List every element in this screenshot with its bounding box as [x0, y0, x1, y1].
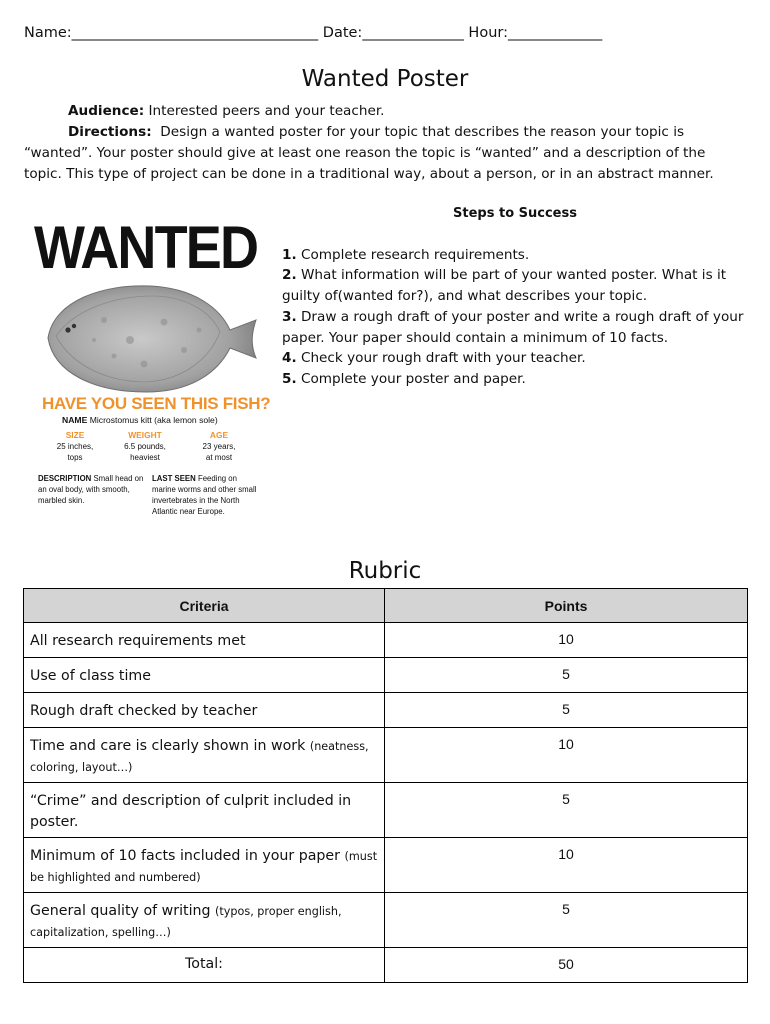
criteria-header: Criteria: [24, 589, 385, 623]
poster-wanted-heading: WANTED: [34, 214, 258, 281]
total-value: 50: [385, 948, 748, 983]
points-cell: 5: [385, 658, 748, 693]
poster-last-seen-label: LAST SEEN: [152, 474, 196, 483]
step-number: 1.: [282, 246, 297, 263]
points-cell: 5: [385, 893, 748, 948]
table-row: [24, 838, 748, 893]
table-row: [24, 693, 748, 728]
poster-name-value: Microstomus kitt (aka lemon sole): [89, 415, 218, 425]
points-header: Points: [385, 589, 748, 623]
directions-text: Design a wanted poster for your topic that describes the reason your topic is “wanted”. Your poster should give at least one reason the topic is “wanted” and a description of the topic. This type of project can be done in a traditional way, about a person, or in an abstract manner.: [24, 124, 714, 182]
poster-weight-value: 6.5 pounds, heaviest: [124, 442, 166, 462]
directions-paragraph: [24, 122, 746, 185]
step-number: 3.: [282, 308, 297, 325]
criteria-cell: [24, 838, 385, 893]
step-text: Complete research requirements.: [300, 246, 530, 263]
fish-image: [34, 280, 262, 398]
intro-section: [24, 101, 746, 185]
poster-size-value: 25 inches, tops: [56, 442, 94, 462]
step-text: What information will be part of your wanted poster. What is it guilty of(wanted for?), and what describes your topic.: [282, 267, 727, 305]
criteria-cell: [24, 728, 385, 783]
audience-text: Interested peers and your teacher.: [148, 103, 385, 119]
list-item: [282, 307, 748, 348]
poster-size-stat: [40, 430, 110, 463]
criteria-text: Time and care is clearly shown in work: [30, 738, 306, 754]
criteria-note: (typos, proper english, capitalization, spelling…): [30, 905, 342, 939]
poster-description-value: Small head on an oval body, with smooth, marbled skin.: [38, 474, 144, 505]
step-text: Complete your poster and paper.: [300, 370, 526, 387]
table-row: [24, 728, 748, 783]
poster-description: [38, 473, 144, 506]
criteria-cell: [24, 693, 385, 728]
poster-age-value: 23 years, at most: [202, 442, 236, 462]
step-number: 5.: [282, 370, 297, 387]
criteria-cell: [24, 893, 385, 948]
step-text: Draw a rough draft of your poster and write a rough draft of your paper. Your paper should contain a minimum of 10 facts.: [282, 308, 744, 346]
points-cell: 5: [385, 693, 748, 728]
criteria-cell: [24, 658, 385, 693]
steps-list: [282, 245, 748, 390]
rubric-table: [23, 588, 748, 983]
points-cell: 5: [385, 783, 748, 838]
poster-name-line: [62, 415, 218, 425]
poster-description-label: DESCRIPTION: [38, 474, 92, 483]
steps-title: Steps to Success: [453, 206, 577, 221]
poster-last-seen: [152, 473, 260, 517]
directions-label: Directions:: [68, 124, 152, 140]
poster-age-stat: [184, 430, 254, 463]
name-date-hour-line: Name:__________________________________ Date:______________ Hour:_____________: [24, 25, 603, 41]
criteria-text: Minimum of 10 facts included in your paper: [30, 848, 340, 864]
poster-name-label: NAME: [62, 415, 88, 425]
step-number: 2.: [282, 267, 297, 284]
criteria-text: General quality of writing: [30, 903, 211, 919]
total-label: Total:: [24, 948, 385, 983]
points-cell: 10: [385, 838, 748, 893]
poster-weight-label: WEIGHT: [128, 430, 162, 440]
criteria-cell: [24, 783, 385, 838]
table-row: [24, 783, 748, 838]
table-row: [24, 893, 748, 948]
page-title: Wanted Poster: [301, 66, 469, 92]
step-text: Check your rough draft with your teacher.: [300, 350, 586, 367]
criteria-text: “Crime” and description of culprit included in poster.: [30, 793, 352, 830]
poster-age-label: AGE: [209, 430, 229, 440]
poster-size-label: SIZE: [65, 430, 85, 440]
list-item: [282, 245, 748, 266]
list-item: [282, 348, 748, 369]
criteria-cell: [24, 623, 385, 658]
wanted-poster-example: [34, 214, 271, 520]
poster-weight-stat: [110, 430, 180, 463]
points-cell: 10: [385, 623, 748, 658]
rubric-title: Rubric: [348, 558, 422, 584]
list-item: [282, 369, 748, 390]
criteria-note: (must be highlighted and numbered): [30, 850, 378, 884]
criteria-text: Use of class time: [30, 668, 151, 684]
table-row: [24, 658, 748, 693]
audience-label: Audience:: [68, 103, 145, 119]
table-header-row: [24, 589, 748, 623]
points-cell: 10: [385, 728, 748, 783]
table-row: [24, 623, 748, 658]
poster-last-seen-value: Feeding on marine worms and other small invertebrates in the North Atlantic near Europe.: [152, 474, 257, 516]
criteria-note: (neatness, coloring, layout…): [30, 740, 369, 774]
total-row: [24, 948, 748, 983]
steps-section: [282, 204, 748, 390]
audience-line: [24, 101, 746, 122]
step-number: 4.: [282, 350, 297, 367]
poster-question: HAVE YOU SEEN THIS FISH?: [42, 394, 271, 413]
list-item: [282, 265, 748, 306]
criteria-text: All research requirements met: [30, 633, 246, 649]
criteria-text: Rough draft checked by teacher: [30, 703, 258, 719]
